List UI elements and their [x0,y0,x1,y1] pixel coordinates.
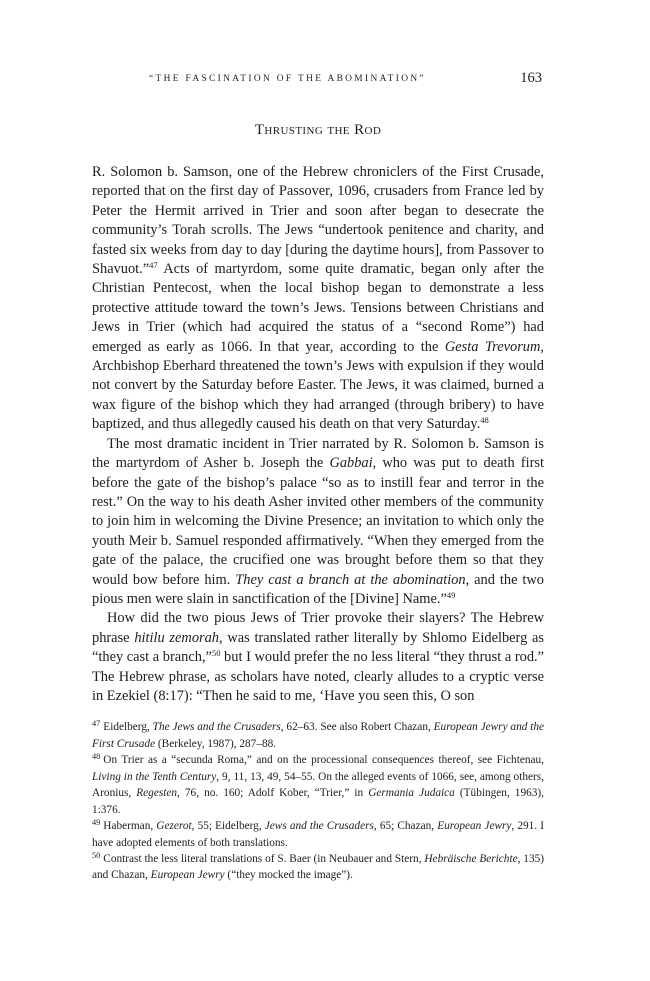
footnote-50 [92,851,544,884]
text-run: Acts of martyrdom, some quite dramatic, began only after the Christian Pentecost, when the local bishop began to demonstrate a less protective attitude toward the town’s Jews. Tensions between Christians and Jews in Trier (which had acquired the status of a “second Rome”) had emerged as early as 1066. In that year, according to the [92,261,544,355]
text-run: Haberman, [103,820,157,833]
book-page [92,72,544,884]
italic-title: Jews and the Crusaders [264,820,374,833]
italic-title: Hebräische Berichte [424,853,518,865]
italic-title: Regesten [136,787,178,800]
text-run: Eidelberg, [103,721,153,734]
footnote-number: 48 [92,752,101,762]
footnotes [92,719,544,884]
text-run: (Berkeley, 1987), 287–88. [155,737,277,750]
footnote-ref-48: 48 [480,415,489,426]
paragraph-1 [92,163,544,435]
text-run: , 135) and Chazan, [92,853,545,882]
footnote-49 [92,818,544,851]
footnote-ref-50: 50 [211,648,221,659]
italic-title: The Jews and the Crusaders [152,721,281,734]
footnote-number: 49 [92,818,101,828]
italic-quote: They cast a branch at the abomination [235,571,466,588]
section-heading: Thrusting the Rod [254,122,382,138]
footnote-ref-49: 49 [446,589,456,600]
italic-title: Gezerot [156,820,192,833]
running-head [92,72,544,92]
text-run: (“they mocked the image”). [224,869,353,882]
text-run: , was translated rather literally by Shlomo Eidelberg as “they cast a branch,” [92,629,545,666]
text-run: The most dramatic incident in Trier narrated by R. Solomon b. Samson is the martyrdom of Asher b. Joseph the [92,435,544,472]
footnote-number: 50 [92,851,101,860]
italic-title: European Jewry [150,869,225,882]
text-run: , 76, no. 160; Adolf Kober, “Trier,” in [177,787,369,800]
text-run: , 65; Chazan, [373,820,438,833]
italic-title: European Jewry and the First Crusade [92,721,545,750]
body-text [92,163,544,706]
footnote-ref-47: 47 [149,260,158,271]
text-run: , 9, 11, 13, 49, 54–55. On the alleged events of 1066, see, among others, Aronius, [92,770,544,800]
text-run: , 55; Eidelberg, [191,820,265,833]
footnote-number: 47 [92,719,101,729]
text-run: , who was put to death first before the gate of the bishop’s palace “so as to instill fear and terror in the rest.” On the way to his death Asher invited other members of the community to join him in welcoming the Divine Presence; an invitation to which only the youth Meir b. Samuel responded affirmatively. “When they emerged from the gate of the palace, the crucified one was brought before them so that they would bow before him. [92,455,544,588]
footnote-48 [92,752,544,818]
text-run: Contrast the less literal translations of S. Baer (in Neubauer and Stern, [103,853,425,865]
text-run: , 291. I have adopted elements of both translations. [92,820,544,849]
text-run: , Archbishop Eberhard threatened the town’s Jews with expulsion if they would not convert by the Saturday before Easter. The Jews, it was claimed, burned a wax figure of the bishop which they had arranged (through bribery) to have baptized, and thus allegedly caused his death on that very Saturday. [92,338,545,433]
italic-title: Gesta Trevorum [444,338,541,355]
italic-title: Germania Judaica [368,787,455,800]
text-run: , 62–63. See also Robert Chazan, [280,721,434,734]
paragraph-2 [92,435,544,610]
text-run: R. Solomon b. Samson, one of the Hebrew chroniclers of the First Crusade, reported that on the first day of Passover, 1096, crusaders from France led by Peter the Hermit arrived in Trier and soon after began to desecrate the community’s Torah scrolls. The Jews “undertook penitence and charity, and fasted six weeks from day to day [during the daytime hours], from Passover to Shavuot.” [92,164,544,278]
italic-term: Gabbai [329,455,373,472]
italic-title: Living in the Tenth Century [92,770,217,783]
text-run: but I would prefer the no less literal “they thrust a rod.” The Hebrew phrase, as scholars have noted, clearly alludes to a cryptic verse in Ezekiel (8:17): “Then he said to me, ‘Have you seen this, O son [92,649,545,704]
text-run: , and the two pious men were slain in sanctification of the [Divine] Name.” [92,571,544,607]
page-number: 163 [520,70,542,86]
text-run: How did the two pious Jews of Trier provoke their slayers? The Hebrew phrase [92,610,544,646]
text-run: On Trier as a “secunda Roma,” and on the processional consequences thereof, see Fichtenau, [103,754,544,767]
text-run: (Tübingen, 1963), 1:376. [92,787,544,816]
footnote-47 [92,719,544,752]
paragraph-3 [92,609,544,706]
italic-term: hitilu zemorah [134,629,220,646]
italic-title: European Jewry [437,820,512,833]
running-title: “THE FASCINATION OF THE ABOMINATION” [149,74,426,84]
